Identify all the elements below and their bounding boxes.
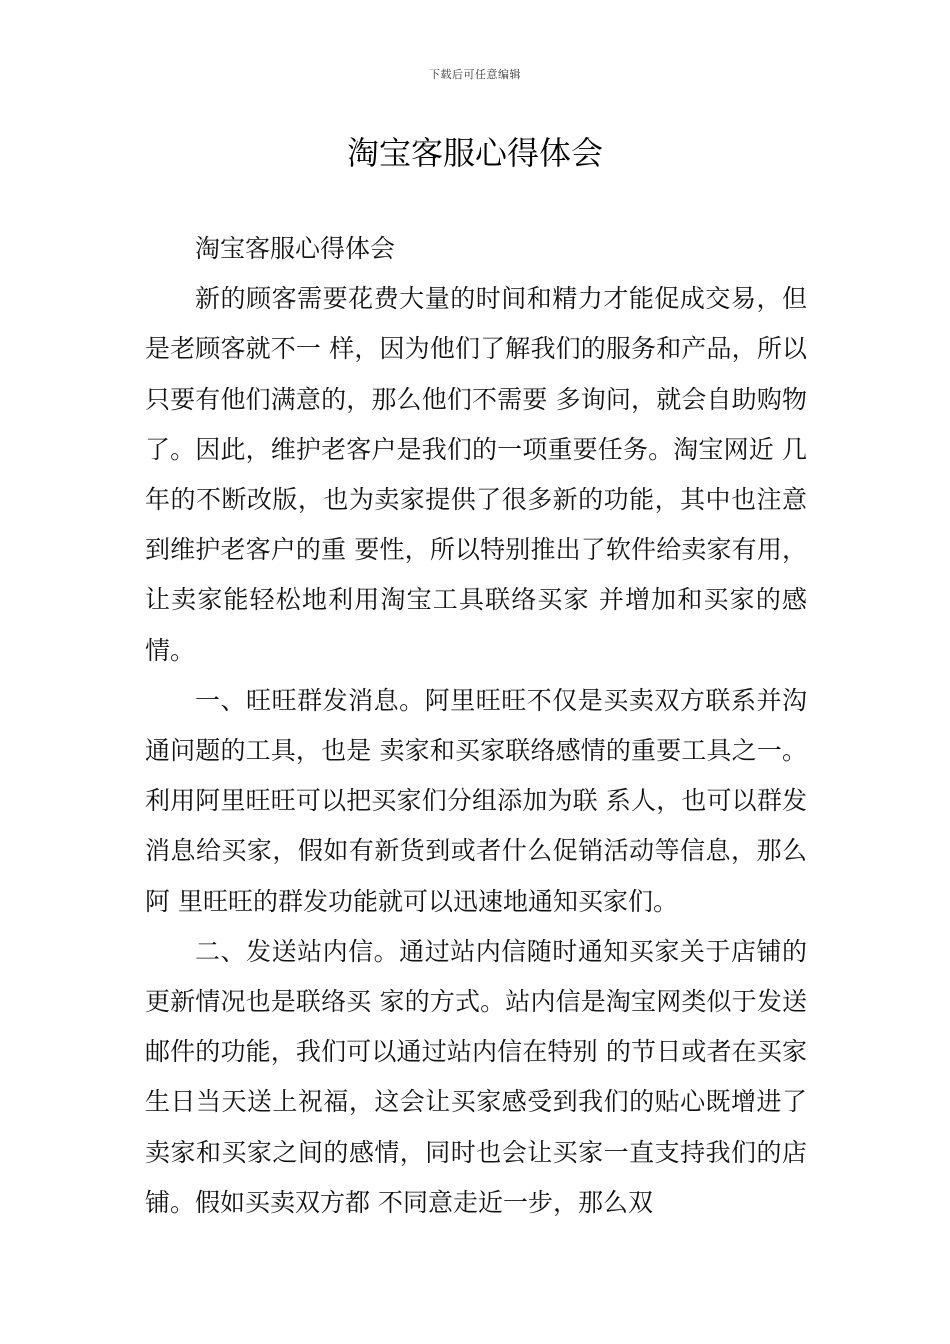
header-note: 下载后可任意编辑 [429,68,521,81]
document-body [145,224,807,1228]
body-paragraph-message: 二、发送站内信。通过站内信随时通知买家关于店铺的更新情况也是联络买 家的方式。站内信是淘宝网类似于发送邮件的功能，我们可以通过站内信在特别 的节日或者在买家生日当天送上祝福，这会让买家感受到我们的贴心既增进了 卖家和买家之间的感情，同时也会让买家一直支持我们的店铺。假如买卖双方都 不同意走近一步，那么双 [145,936,807,1217]
document-title: 淘宝客服心得体会 [346,134,603,172]
subtitle-paragraph: 淘宝客服心得体会 [195,234,396,263]
body-paragraph-wangwang: 一、旺旺群发消息。阿里旺旺不仅是买卖双方联系并沟通问题的工具，也是 卖家和买家联络感情的重要工具之一。 利用阿里旺旺可以把买家们分组添加为联 系人，也可以群发消息给买家，假如有新货到或者什么促销活动等信息，那么阿 里旺旺的群发功能就可以迅速地通知买家们。 [145,685,807,916]
body-paragraph-intro: 新的顾客需要花费大量的时间和精力才能促成交易，但是老顾客就不一 样，因为他们了解我们的服务和产品，所以只要有他们满意的，那么他们不需要 多询问，就会自助购物了。因此，维护老客户是我们的一项重要任务。淘宝网近 几年的不断改版，也为卖家提供了很多新的功能，其中也注意到维护老客户的重 要性，所以特别推出了软件给卖家有用，让卖家能轻松地利用淘宝工具联络买家 并增加和买家的感情。 [145,284,807,665]
